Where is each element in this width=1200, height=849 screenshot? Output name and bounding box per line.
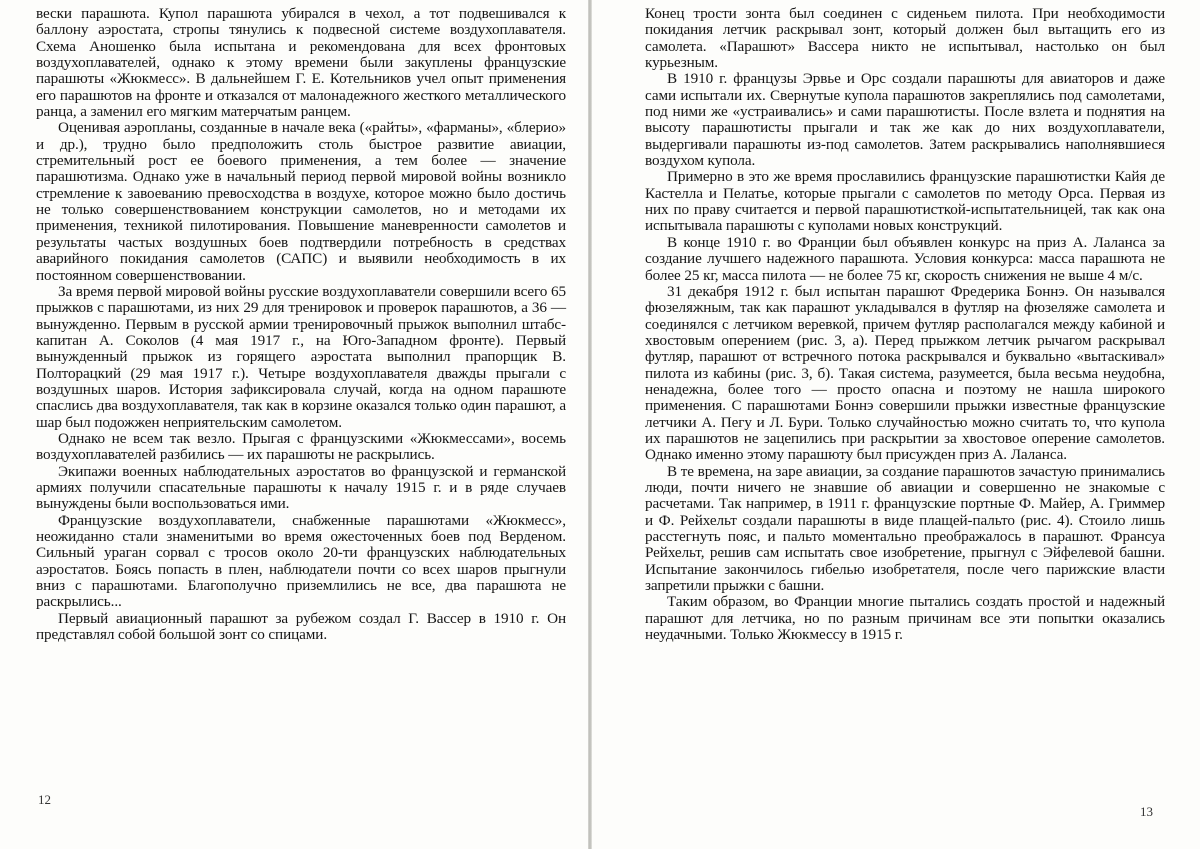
paragraph: Примерно в это же время прославились французские парашютистки Кайя де Кастелла и Пелатье, которые прыгали с самолетов по методу Орса. Первая из них по праву считается и первой парашютисткой-испытательницей, так как она испытывала парашюты с куполами новых конструкций. [645, 168, 1165, 235]
page-number: 12 [38, 792, 51, 807]
paragraph: Французские воздухоплаватели, снабженные парашютами «Жюкмесс», неожиданно стали знаменитыми во время ожесточенных боев под Верденом. Сильный ураган сорвал с тросов около 20-ти французских наблюдательных аэростатов. Боясь попасть в плен, наблюдатели почти со всех шаров прыгнули вниз с парашютами. Благополучно приземлились не все, два парашюта не раскрылись... [36, 511, 566, 611]
paragraph: В те времена, на заре авиации, за создание парашютов зачастую принимались люди, почти ничего не знавшие об авиации и совершенно не знакомые с расчетами. Так например, в 1911 г. французские портные Ф. Майер, А. Гриммер и Ф. Рейхельт создали парашюты в виде плащей-пальто (рис. 4). Стоило лишь расстегнуть пояс, и пальто моментально преображалось в парашют. Франсуа Рейхельт, решив сам испытать свое изобретение, прыгнул с Эйфелевой башни. Испытание закончилось гибелью изобретателя, после чего парижские власти запретили прыжки с башни. [645, 462, 1165, 595]
left-page [36, 6, 566, 643]
paragraph: В конце 1910 г. во Франции был объявлен конкурс на приз А. Лаланса за создание лучшего надежного парашюта. Условия конкурса: масса парашюта не более 25 кг, масса пилота — не более 75 кг, скорость снижения не выше 4 м/с. [645, 233, 1165, 284]
book-gutter [588, 0, 592, 849]
paragraph: 31 декабря 1912 г. был испытан парашют Фредерика Боннэ. Он назывался фюзеляжным, так как парашют укладывался в футляр на фюзеляже самолета и соединялся с летчиком веревкой, причем футляр располагался между кабиной и хвостовым оперением (рис. 3, а). Перед прыжком летчик рычагом раскрывал футляр, парашют от встречного потока раскрывался и буквально «вытаскивал» пилота из кабины (рис. 3, б). Такая система, разумеется, была весьма неудобна, ненадежна, более того — просто опасна и поэтому не нашла широкого применения. С парашютами Боннэ совершили прыжки известные французские летчики А. Пегу и Л. Бури. Только случайностью можно считать то, что купола их парашютов не зацепились при раскрытии за хвостовое оперение самолетов. Однако именно этому парашюту был присужден приз А. Лаланса. [645, 282, 1165, 464]
paragraph: Таким образом, во Франции многие пытались создать простой и надежный парашют для летчика, но по разным причинам все эти попытки оказались неудачными. Только Жюкмессу в 1915 г. [645, 593, 1165, 644]
paragraph: Первый авиационный парашют за рубежом создал Г. Вассер в 1910 г. Он представлял собой большой зонт со спицами. [36, 609, 566, 644]
paragraph: Однако не всем так везло. Прыгая с французскими «Жюкмессами», восемь воздухоплавателей разбились — их парашюты не раскрылись. [36, 429, 566, 464]
page-number: 13 [1140, 804, 1153, 819]
right-page [645, 6, 1165, 643]
paragraph: В 1910 г. французы Эрвье и Орс создали парашюты для авиаторов и даже сами испытали их. Свернутые купола парашютов закреплялись под самолетами, под ними же «устраивались» и сами парашютисты. После взлета и поднятия на высоту парашютисты прыгали и так же как до них воздухоплаватели, выдергивали парашюты из-под самолетов. Затем раскрывались наполнявшиеся воздухом купола. [645, 70, 1165, 170]
paragraph: За время первой мировой войны русские воздухоплаватели совершили всего 65 прыжков с парашютами, из них 29 для тренировок и проверок парашютов, а 36 — вынужденно. Первым в русской армии тренировочный прыжок выполнил штабс-капитан А. Соколов (4 мая 1917 г., на Юго-Западном фронте). Первый вынужденный прыжок из горящего аэростата выполнил прапорщик В. Полторацкий (29 мая 1917 г.). Четыре воздухоплавателя дважды прыгали с воздушных шаров. История зафиксировала случай, когда на одном парашюте спаслись два воздухоплавателя, так как в корзине оказался только один парашют, а шар был подожжен неприятельским самолетом. [36, 282, 566, 431]
paragraph: Конец трости зонта был соединен с сиденьем пилота. При необходимости покидания летчик раскрывал зонт, который должен был вытащить его из самолета. «Парашют» Вассера никто не испытывал, настолько он был курьезным. [645, 5, 1165, 72]
paragraph: вески парашюта. Купол парашюта убирался в чехол, а тот подвешивался к баллону аэростата, стропы тянулись к подвесной системе воздухоплавателя. Схема Аношенко была испытана и рекомендована для всех фронтовых воздухоплавателей, однако к этому времени были закуплены французские парашюты «Жюкмесс». В дальнейшем Г. Е. Котельников учел опыт применения его парашютов на фронте и отказался от малонадежного жесткого металлического ранца, а заменил его мягким матерчатым ранцем. [36, 5, 566, 121]
paragraph: Экипажи военных наблюдательных аэростатов во французской и германской армиях получили спасательные парашюты к началу 1915 г. и в ряде случаев вынуждены были воспользоваться ими. [36, 462, 566, 513]
paragraph: Оценивая аэропланы, созданные в начале века («райты», «фарманы», «блерио» и др.), трудно было предположить столь быстрое развитие авиации, стремительный рост ее боевого применения, а тем более — значение парашютизма. Однако уже в начальный период первой мировой войны возникло стремление к завоеванию превосходства в воздухе, которое можно было достичь не только совершенствованием конструкции самолетов, но и методами их применения, техникой пилотирования. Повышение маневренности самолетов и результаты частых воздушных боев подтвердили потребность в средствах аварийного покидания самолетов (САПС) и выявили необходимость в их постоянном совершенствовании. [36, 119, 566, 284]
